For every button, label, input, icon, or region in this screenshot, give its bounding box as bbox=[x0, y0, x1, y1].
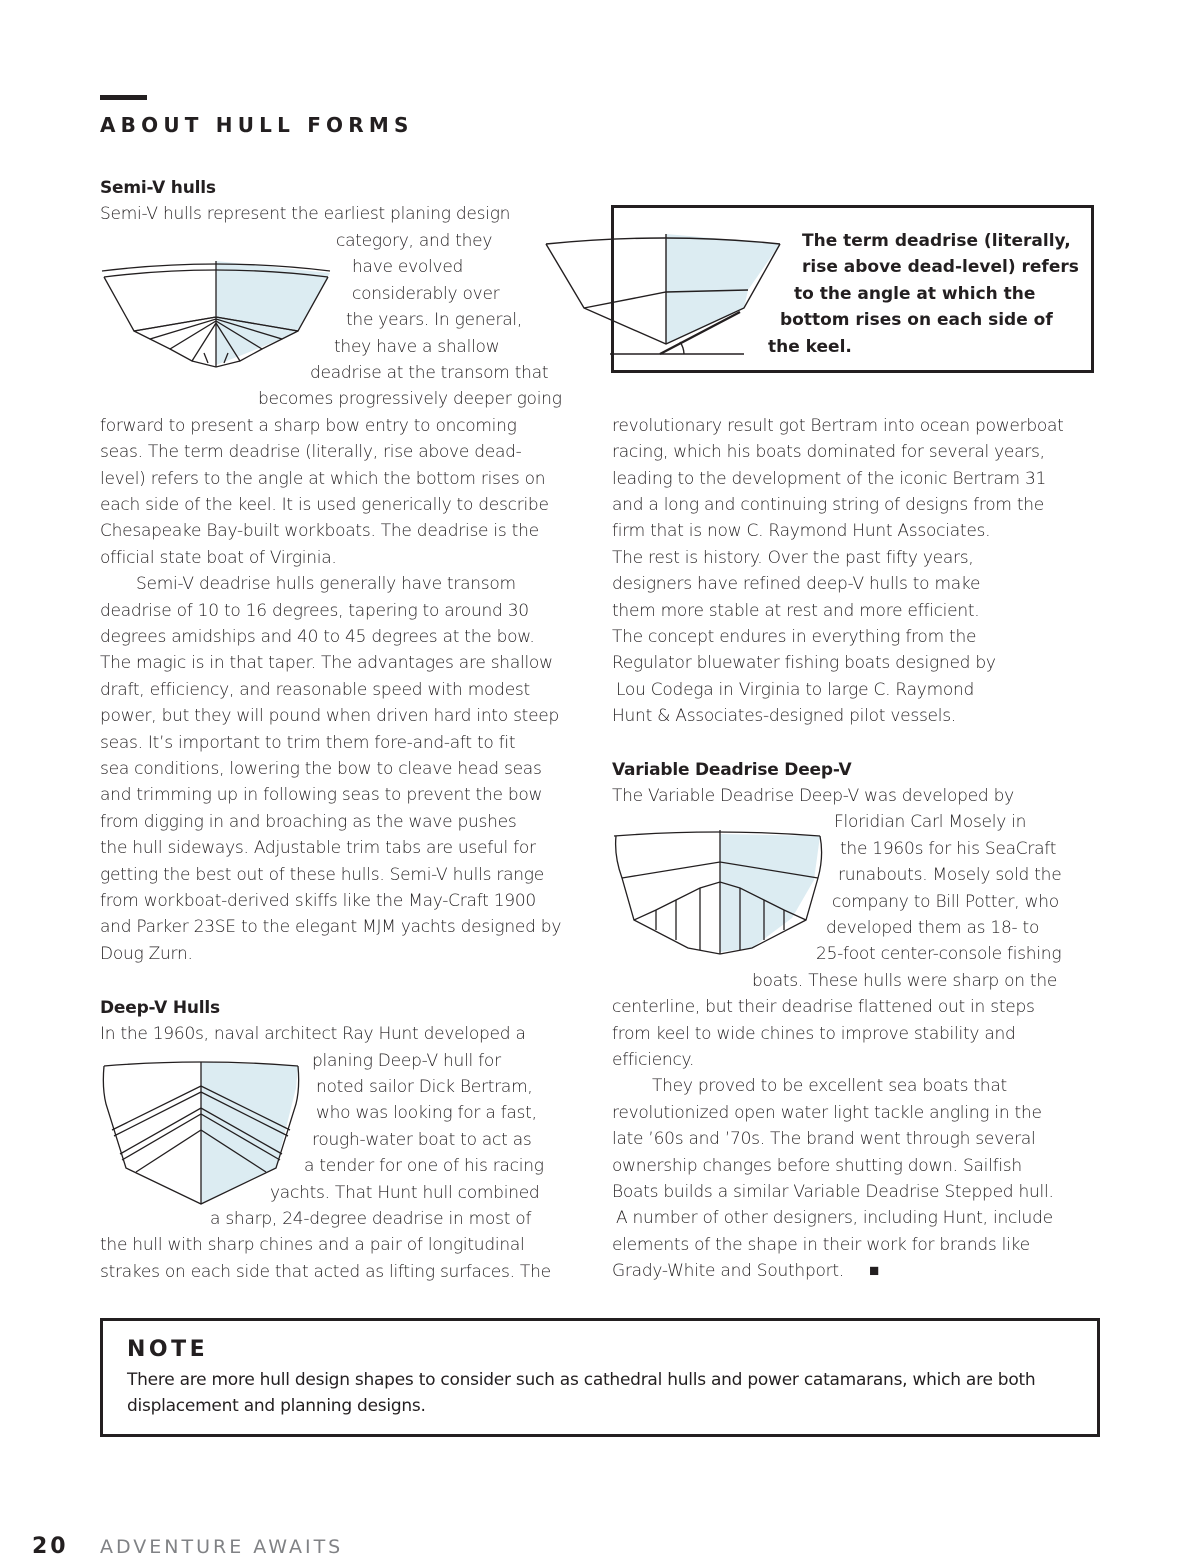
text-line: planing Deep-V hull for bbox=[312, 1051, 501, 1071]
text-line: and trimming up in following seas to prevent the bow bbox=[100, 785, 543, 805]
callout-line: bottom rises on each side of bbox=[780, 310, 1053, 330]
variable-deadrise-heading: Variable Deadrise Deep-V bbox=[612, 760, 852, 780]
text-line: noted sailor Dick Bertram, bbox=[316, 1077, 533, 1097]
text-line: Semi-V hulls represent the earliest planing design bbox=[100, 204, 511, 224]
text-line: Chesapeake Bay-built workboats. The deadrise is the bbox=[100, 521, 539, 541]
text-line: a sharp, 24-degree deadrise in most of bbox=[210, 1209, 532, 1229]
text-line: seas. The term deadrise (literally, rise above dead- bbox=[100, 442, 522, 462]
text-line: The magic is in that taper. The advantages are shallow bbox=[100, 653, 553, 673]
text-line: they have a shallow bbox=[334, 337, 500, 357]
text-line: each side of the keel. It is used generically to describe bbox=[100, 495, 549, 515]
text-line: centerline, but their deadrise flattened out in steps bbox=[612, 997, 1035, 1017]
text-line: level) refers to the angle at which the bottom rises on bbox=[100, 469, 546, 489]
text-line: and Parker 23SE to the elegant MJM yachts designed by bbox=[100, 917, 562, 937]
text-line: considerably over bbox=[352, 284, 500, 304]
text-line: The Variable Deadrise Deep-V was developed by bbox=[612, 786, 1014, 806]
text-line: the years. In general, bbox=[346, 310, 523, 330]
text-line: a tender for one of his racing bbox=[304, 1156, 544, 1176]
text-line: firm that is now C. Raymond Hunt Associates. bbox=[612, 521, 991, 541]
text-line: leading to the development of the iconic Bertram 31 bbox=[612, 469, 1047, 489]
text-line: deadrise of 10 to 16 degrees, tapering to around 30 bbox=[100, 601, 529, 621]
text-line: They proved to be excellent sea boats that bbox=[652, 1076, 1007, 1096]
page-number: 20 bbox=[32, 1534, 69, 1559]
deadrise-hull-illustration bbox=[544, 228, 784, 356]
text-line: them more stable at rest and more efficient. bbox=[612, 601, 980, 621]
text-line: Semi-V deadrise hulls generally have transom bbox=[136, 574, 516, 594]
text-line: becomes progressively deeper going bbox=[258, 389, 562, 409]
callout-line: The term deadrise (literally, bbox=[802, 231, 1071, 251]
text-line: getting the best out of these hulls. Semi-V hulls range bbox=[100, 865, 544, 885]
deep-v-hull-illustration bbox=[100, 1058, 302, 1208]
text-line: The rest is history. Over the past fifty years, bbox=[612, 548, 974, 568]
text-line: company to Bill Potter, who bbox=[832, 892, 1059, 912]
text-line: degrees amidships and 40 to 45 degrees at the bow. bbox=[100, 627, 535, 647]
text-line: rough-water boat to act as bbox=[312, 1130, 532, 1150]
text-line: sea conditions, lowering the bow to cleave head seas bbox=[100, 759, 542, 779]
callout-line: rise above dead-level) refers bbox=[802, 257, 1079, 277]
text-line: Hunt & Associates-designed pilot vessels. bbox=[612, 706, 957, 726]
text-line: forward to present a sharp bow entry to oncoming bbox=[100, 416, 517, 436]
text-line: from digging in and broaching as the wave pushes bbox=[100, 812, 517, 832]
callout-line: the keel. bbox=[768, 337, 852, 357]
text-line: A number of other designers, including Hunt, include bbox=[616, 1208, 1053, 1228]
text-line: Regulator bluewater fishing boats designed by bbox=[612, 653, 996, 673]
text-line: Grady-White and Southport. bbox=[612, 1261, 844, 1281]
title-rule bbox=[100, 95, 147, 100]
text-line: the 1960s for his SeaCraft bbox=[840, 839, 1057, 859]
text-line: racing, which his boats dominated for several years, bbox=[612, 442, 1045, 462]
running-head: ADVENTURE AWAITS bbox=[100, 1536, 344, 1558]
text-line: In the 1960s, naval architect Ray Hunt developed a bbox=[100, 1024, 526, 1044]
note-body bbox=[127, 1367, 1035, 1420]
text-line: the hull sideways. Adjustable trim tabs are useful for bbox=[100, 838, 536, 858]
text-line: developed them as 18- to bbox=[826, 918, 1040, 938]
text-line: the hull with sharp chines and a pair of longitudinal bbox=[100, 1235, 525, 1255]
semi-v-heading: Semi-V hulls bbox=[100, 178, 216, 198]
text-line: from workboat-derived skiffs like the May-Craft 1900 bbox=[100, 891, 536, 911]
note-box bbox=[100, 1318, 1100, 1437]
text-line: 25-foot center-console fishing bbox=[816, 944, 1062, 964]
text-line: ownership changes before shutting down. Sailfish bbox=[612, 1156, 1022, 1176]
text-line: designers have refined deep-V hulls to make bbox=[612, 574, 981, 594]
text-line: draft, efficiency, and reasonable speed with modest bbox=[100, 680, 530, 700]
end-mark: ■ bbox=[869, 1261, 880, 1281]
text-line: yachts. That Hunt hull combined bbox=[270, 1183, 540, 1203]
text-line: official state boat of Virginia. bbox=[100, 548, 337, 568]
text-line: runabouts. Mosely sold the bbox=[838, 865, 1062, 885]
text-line: deadrise at the transom that bbox=[310, 363, 549, 383]
deep-v-heading: Deep-V Hulls bbox=[100, 998, 220, 1018]
text-line: late ’60s and ’70s. The brand went through several bbox=[612, 1129, 1036, 1149]
text-line: Doug Zurn. bbox=[100, 944, 193, 964]
text-line: and a long and continuing string of designs from the bbox=[612, 495, 1044, 515]
text-line: Boats builds a similar Variable Deadrise Stepped hull. bbox=[612, 1182, 1054, 1202]
note-title: NOTE bbox=[127, 1337, 209, 1362]
text-line: from keel to wide chines to improve stability and bbox=[612, 1024, 1016, 1044]
text-line: Floridian Carl Mosely in bbox=[834, 812, 1027, 832]
text-line: revolutionary result got Bertram into ocean powerboat bbox=[612, 416, 1064, 436]
text-line: The concept endures in everything from the bbox=[612, 627, 977, 647]
callout-line: to the angle at which the bbox=[794, 284, 1036, 304]
variable-deadrise-hull-illustration bbox=[612, 826, 824, 958]
note-line: There are more hull design shapes to consider such as cathedral hulls and power catamarans, which are both bbox=[127, 1370, 1036, 1390]
semi-v-hull-illustration bbox=[100, 255, 332, 375]
text-line: power, but they will pound when driven hard into steep bbox=[100, 706, 560, 726]
text-line: boats. These hulls were sharp on the bbox=[752, 971, 1058, 991]
section-title: ABOUT HULL FORMS bbox=[100, 113, 414, 137]
text-line: have evolved bbox=[352, 257, 464, 277]
text-line: category, and they bbox=[336, 231, 493, 251]
text-line: seas. It’s important to trim them fore-and-aft to fit bbox=[100, 733, 516, 753]
text-line: who was looking for a fast, bbox=[316, 1103, 537, 1123]
text-line: revolutionized open water light tackle angling in the bbox=[612, 1103, 1042, 1123]
text-line: Lou Codega in Virginia to large C. Raymond bbox=[616, 680, 975, 700]
text-line: strakes on each side that acted as lifting surfaces. The bbox=[100, 1262, 551, 1282]
note-line: displacement and planning designs. bbox=[127, 1396, 426, 1417]
text-line: elements of the shape in their work for brands like bbox=[612, 1235, 1030, 1255]
text-line: efficiency. bbox=[612, 1050, 695, 1070]
